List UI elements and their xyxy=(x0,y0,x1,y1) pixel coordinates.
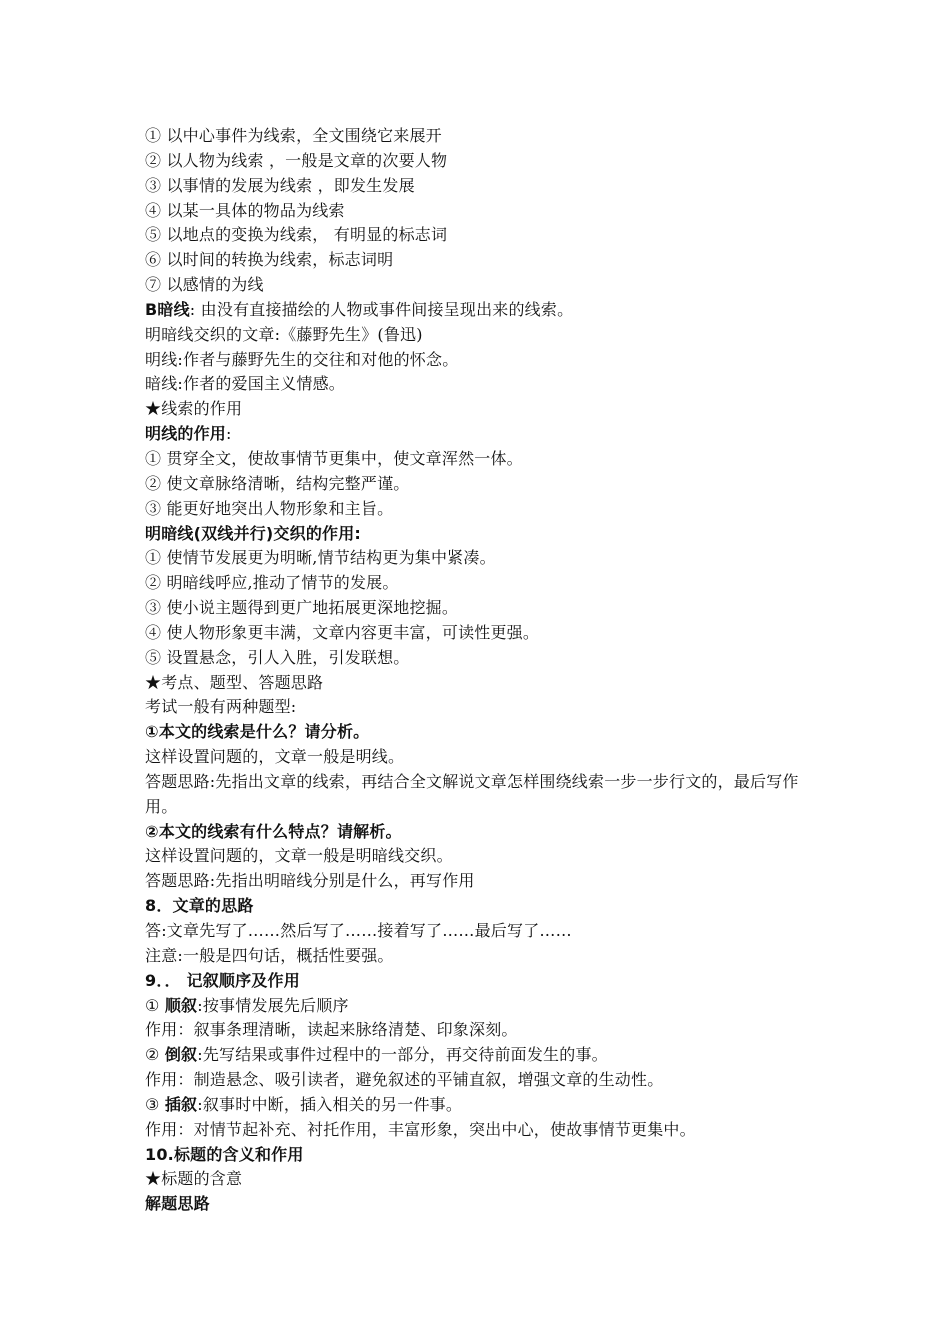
explicit-clue-function-term: 明线的作用 xyxy=(145,424,227,444)
explicit-function-3: ③ 能更好地突出人物形象和主旨。 xyxy=(145,498,394,518)
hidden-clue-text: : 由没有直接描绘的人物或事件间接呈现出来的线索。 xyxy=(189,299,574,319)
example-explicit-clue: 明线:作者与藤野先生的交往和对他的怀念。 xyxy=(145,349,459,369)
flashback-effect: 作用：制造悬念、吸引读者，避免叙述的平铺直叙，增强文章的生动性。 xyxy=(145,1070,664,1090)
dual-function-4: ④ 使人物形象更丰满，文章内容更丰富，可读性更强。 xyxy=(145,622,540,642)
explicit-clue-function-heading xyxy=(145,422,815,447)
marker-2: ② xyxy=(145,1045,165,1065)
question-types-intro: 考试一般有两种题型: xyxy=(145,697,297,717)
narrative-flashback xyxy=(145,1043,815,1068)
dual-function-5: ⑤ 设置悬念，引人入胜，引发联想。 xyxy=(145,647,410,667)
document-body xyxy=(145,124,815,1217)
clue-type-1: ① 以中心事件为线索，全文围绕它来展开 xyxy=(145,126,442,145)
solution-approach-heading: 解题思路 xyxy=(145,1194,210,1214)
clue-type-2: ② 以人物为线索 ，一般是文章的次要人物 xyxy=(145,150,448,170)
article-thinking-answer: 答:文章先写了……然后写了……接着写了……最后写了…… xyxy=(145,921,572,940)
question-type-2: ②本文的线索有什么特点？请解析。 xyxy=(145,821,402,841)
dual-function-1: ① 使情节发展更为明晰,情节结构更为集中紧凑。 xyxy=(145,548,496,568)
clue-type-5: ⑤ 以地点的变换为线索， 有明显的标志词 xyxy=(145,225,448,245)
dual-function-2: ② 明暗线呼应,推动了情节的发展。 xyxy=(145,573,399,593)
heading-title-meaning: 10.标题的含义和作用 xyxy=(145,1144,304,1164)
clue-type-7: ⑦ 以感情的为线 xyxy=(145,275,264,295)
interpolation-text: :叙事时中断，插入相关的另一件事。 xyxy=(197,1094,463,1114)
narrative-chronological xyxy=(145,994,815,1019)
chronological-term: 顺叙 xyxy=(164,995,198,1015)
question-type-1-approach: 答题思路:先指出文章的线索，再结合全文解说文章怎样围绕线索一步一步行文的，最后写作用。 xyxy=(145,771,799,816)
interpolation-term: 插叙 xyxy=(164,1094,198,1114)
explicit-function-2: ② 使文章脉络清晰，结构完整严谨。 xyxy=(145,473,410,493)
flashback-text: :先写结果或事件过程中的一部分，再交待前面发生的事。 xyxy=(197,1045,608,1065)
clue-type-4: ④ 以某一具体的物品为线索 xyxy=(145,200,345,220)
question-type-1: ①本文的线索是什么？请分析。 xyxy=(145,722,370,742)
question-type-1-note: 这样设置问题的，文章一般是明线。 xyxy=(145,747,405,767)
article-thinking-note: 注意:一般是四句话，概括性要强。 xyxy=(145,945,394,965)
clue-type-3: ③ 以事情的发展为线索 ，即发生发展 xyxy=(145,175,415,195)
chronological-text: :按事情发展先后顺序 xyxy=(197,995,349,1015)
section-exam-points: ★考点、题型、答题思路 xyxy=(145,672,324,692)
example-article: 明暗线交织的文章:《藤野先生》(鲁迅) xyxy=(145,324,423,344)
dual-function-3: ③ 使小说主题得到更广地拓展更深地挖掘。 xyxy=(145,598,459,618)
interpolation-effect: 作用：对情节起补充、衬托作用，丰富形象，突出中心，使故事情节更集中。 xyxy=(145,1119,696,1139)
chronological-effect: 作用：叙事条理清晰，读起来脉络清楚、印象深刻。 xyxy=(145,1020,518,1040)
explicit-function-1: ① 贯穿全文，使故事情节更集中，使文章浑然一体。 xyxy=(145,448,523,468)
example-hidden-clue: 暗线:作者的爱国主义情感。 xyxy=(145,374,345,394)
marker-1: ① xyxy=(145,995,165,1015)
clue-type-6: ⑥ 以时间的转换为线索，标志词明 xyxy=(145,250,394,270)
section-title-meaning: ★标题的含意 xyxy=(145,1169,243,1189)
question-type-2-note: 这样设置问题的，文章一般是明暗线交织。 xyxy=(145,846,453,866)
heading-narrative-order: 9．． 记叙顺序及作用 xyxy=(145,970,300,990)
dual-clue-function-heading: 明暗线(双线并行)交织的作用: xyxy=(145,523,362,543)
section-clue-function: ★线索的作用 xyxy=(145,399,243,419)
question-type-2-approach: 答题思路:先指出明暗线分别是什么，再写作用 xyxy=(145,871,475,891)
narrative-interpolation xyxy=(145,1093,815,1118)
hidden-clue-term: B暗线 xyxy=(145,299,190,319)
explicit-clue-function-colon: : xyxy=(226,424,232,444)
hidden-clue-definition xyxy=(145,298,815,323)
marker-3: ③ xyxy=(145,1094,165,1114)
heading-article-thinking: 8．文章的思路 xyxy=(145,896,254,916)
flashback-term: 倒叙 xyxy=(164,1045,198,1065)
